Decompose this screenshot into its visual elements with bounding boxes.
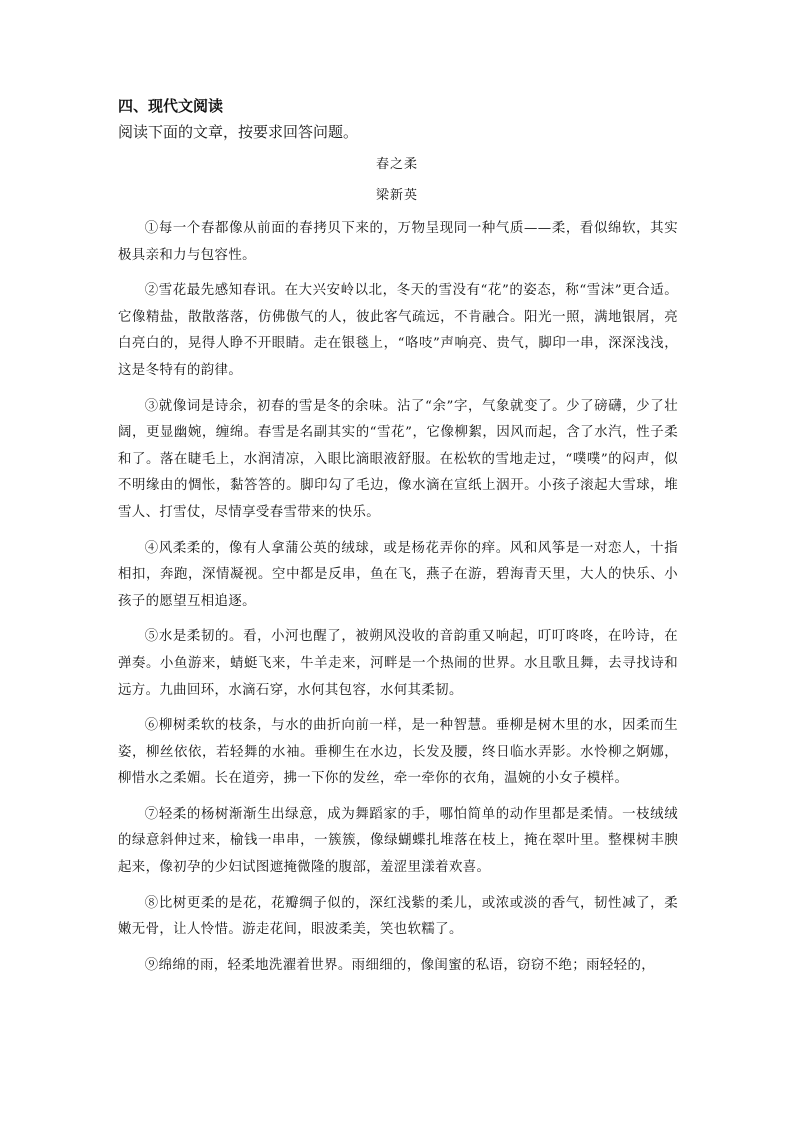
paragraph-1: ①每一个春都像从前面的春拷贝下来的，万物呈现同一种气质——柔，看似绵软，其实极具亲和力与包容性。 — [118, 221, 678, 263]
paragraph-5: ⑤水是柔韧的。看，小河也醒了，被朔风没收的音韵重又响起，叮叮咚咚，在吟诗，在弹奏。小鱼游来，蜻蜓飞来，牛羊走来，河畔是一个热闹的世界。水且歌且舞，去寻找诗和远方。九曲回环，水滴石穿，水何其包容，水何其柔韧。 — [118, 629, 678, 698]
article-title: 春之柔 — [375, 157, 418, 172]
article-author: 梁新英 — [375, 188, 418, 203]
reading-instruction: 阅读下面的文章，按要求回答问题。 — [118, 123, 359, 141]
paragraph-4: ④风柔柔的，像有人拿蒲公英的绒球，或是杨花弄你的痒。风和风筝是一对恋人，十指相扣，奔跑，深情凝视。空中都是反串，鱼在飞，燕子在游，碧海青天里，大人的快乐、小孩子的愿望互相追逐。 — [118, 540, 678, 609]
paragraph-2: ②雪花最先感知春讯。在大兴安岭以北，冬天的雪没有“花”的姿态，称“雪沫”更合适。它像精盐，散散落落，仿佛傲气的人，彼此客气疏远，不肯融合。阳光一照，满地银屑，亮白亮白的，晃得人睁不开眼睛。走在银毯上，“咯吱”声响亮、贵气，脚印一串，深深浅浅，这是冬特有的韵律。 — [118, 283, 678, 378]
paragraph-8: ⑧比树更柔的是花，花瓣绸子似的，深红浅紫的柔儿，或浓或淡的香气，韧性减了，柔嫩无骨，让人怜惜。游走花间，眼波柔美，笑也软糯了。 — [118, 895, 678, 938]
paragraph-7: ⑦轻柔的杨树渐渐生出绿意，成为舞蹈家的手，哪怕简单的动作里都是柔情。一枝绒绒的绿意斜伸过来，榆钱一串串，一簇簇，像绿蝴蝶扎堆落在枝上，掩在翠叶里。整棵树丰腴起来，像初孕的少妇试图遮掩微隆的腹部，羞涩里漾着欢喜。 — [118, 806, 678, 876]
paragraph-3: ③就像词是诗余，初春的雪是冬的余味。沾了“余”字，气象就变了。少了磅礴，少了壮阔，更显幽婉，缠绵。春雪是名副其实的“雪花”，它像柳絮，因风而起，含了水汽，性子柔和了。落在睫毛上，水润清凉，入眼比滴眼液舒服。在松软的雪地走过，“噗噗”的闷声，似不明缘由的惆怅，黏答答的。脚印勾了毛边，像水滴在宣纸上洇开。小孩子滚起大雪球，堆雪人、打雪仗，尽情享受春雪带来的快乐。 — [118, 398, 678, 520]
paragraph-6: ⑥柳树柔软的枝条，与水的曲折向前一样，是一种智慧。垂柳是树木里的水，因柔而生姿，柳丝依依，若轻舞的水袖。垂柳生在水边，长发及腰，终日临水弄影。水怜柳之婀娜，柳惜水之柔媚。长在道旁，拂一下你的发丝，牵一牵你的衣角，温婉的小女子模样。 — [118, 718, 678, 787]
section-heading: 四、现代文阅读 — [118, 97, 224, 115]
article-body — [118, 216, 678, 988]
paragraph-9: ⑨绵绵的雨，轻柔地洗濯着世界。雨细细的，像闺蜜的私语，窃窃不绝；雨轻轻的， — [144, 957, 656, 973]
